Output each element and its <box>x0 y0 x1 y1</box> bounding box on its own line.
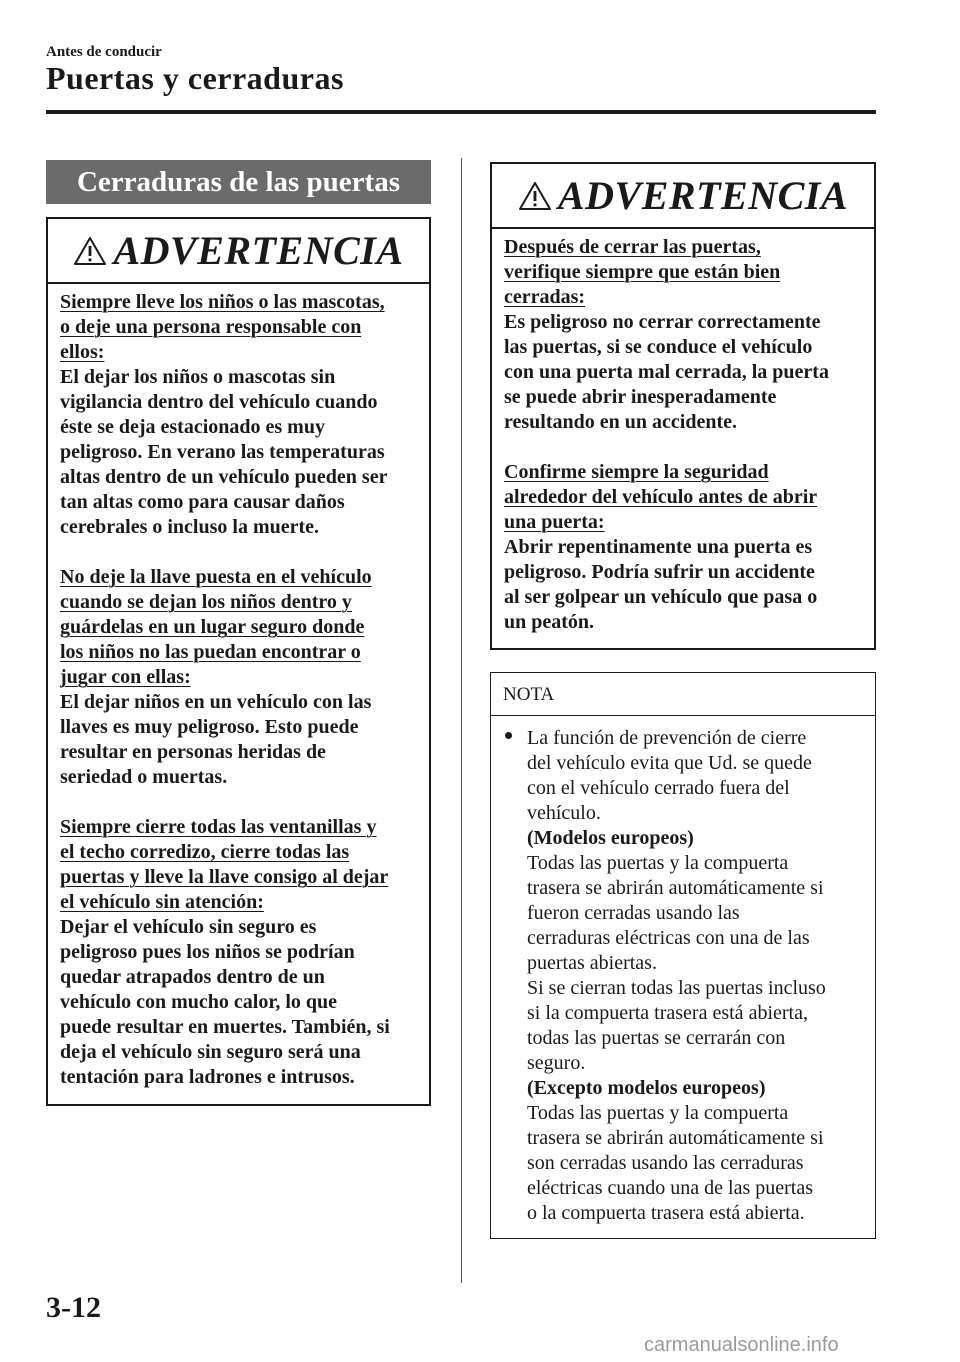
warning-header <box>48 219 429 284</box>
warning-underlined-line: cerradas: <box>504 286 586 308</box>
warning-text-line: El dejar niños en un vehículo con las <box>60 691 372 713</box>
note-text-line: La función de prevención de cierre <box>527 727 807 749</box>
note-text-line: trasera se abrirán automáticamente si <box>527 877 824 899</box>
warning-underlined-line: puertas y lleve la llave consigo al dejar <box>60 866 389 888</box>
warning-text-line: peligroso. Podría sufrir un accidente <box>504 561 815 583</box>
note-text-line: Todas las puertas y la compuerta <box>527 852 789 874</box>
warning-underlined-line: una puerta: <box>504 511 605 533</box>
warning-text-line: tentación para ladrones e intrusos. <box>60 1066 355 1088</box>
warning-text-line: peligroso pues los niños se podrían <box>60 941 355 963</box>
warning-underlined-line: alrededor del vehículo antes de abrir <box>504 486 818 508</box>
warning-text-line: con una puerta mal cerrada, la puerta <box>504 361 829 383</box>
note-text-line: seguro. <box>527 1052 586 1074</box>
warning-title: ADVERTENCIA <box>113 228 404 273</box>
warning-text-line: se puede abrir inesperadamente <box>504 386 777 408</box>
warning-underlined-line: o deje una persona responsable con <box>60 316 362 338</box>
section-heading: Cerraduras de las puertas <box>46 160 431 204</box>
warning-body <box>492 229 874 635</box>
note-text-line: si la compuerta trasera está abierta, <box>527 1002 808 1024</box>
note-box <box>490 672 876 1239</box>
warning-text-line: un peatón. <box>504 611 595 633</box>
note-text-line: puertas abiertas. <box>527 952 657 974</box>
warning-triangle-icon <box>73 236 107 266</box>
note-lines <box>527 726 867 1226</box>
warning-underlined-line: los niños no las puedan encontrar o <box>60 641 361 663</box>
warning-text-line: las puertas, si se conduce el vehículo <box>504 336 813 358</box>
note-text-line: Si se cierran todas las puertas incluso <box>527 977 826 999</box>
note-text-line: cerraduras eléctricas con una de las <box>527 927 810 949</box>
warning-text-line: quedar atrapados dentro de un <box>60 966 325 988</box>
note-title: NOTA <box>491 673 875 716</box>
warning-text-line: resultando en un accidente. <box>504 411 737 433</box>
warning-underlined-line: Siempre cierre todas las ventanillas y <box>60 816 377 838</box>
warning-box-left <box>46 217 431 1106</box>
watermark: carmanualsonline.info <box>644 1334 839 1356</box>
warning-body <box>48 284 429 1090</box>
warning-paragraph <box>60 290 419 540</box>
note-text-line: o la compuerta trasera está abierta. <box>527 1202 805 1224</box>
warning-text-line: resultar en personas heridas de <box>60 741 326 763</box>
note-text-line: fueron cerradas usando las <box>527 902 740 924</box>
warning-underlined-line: Siempre lleve los niños o las mascotas, <box>60 291 385 313</box>
warning-text-line: Abrir repentinamente una puerta es <box>504 536 813 558</box>
warning-text-line: tan altas como para causar daños <box>60 491 345 513</box>
warning-underlined-line: el techo corredizo, cierre todas las <box>60 841 350 863</box>
warning-text-line: éste se deja estacionado es muy <box>60 416 325 438</box>
warning-triangle-icon <box>518 181 552 211</box>
warning-text-line: altas dentro de un vehículo pueden ser <box>60 466 388 488</box>
warning-title: ADVERTENCIA <box>557 173 849 218</box>
bullet-icon <box>505 732 512 739</box>
warning-underlined-line: guárdelas en un lugar seguro donde <box>60 616 365 638</box>
note-body <box>491 716 875 1226</box>
warning-text-line: Es peligroso no cerrar correctamente <box>504 311 821 333</box>
warning-text-line: deja el vehículo sin seguro será una <box>60 1041 361 1063</box>
note-text-line: del vehículo evita que Ud. se quede <box>527 752 812 774</box>
note-text-line: eléctricas cuando una de las puertas <box>527 1177 813 1199</box>
warning-paragraph <box>504 460 864 635</box>
page-number: 3-12 <box>46 1291 101 1324</box>
warning-text-line: seriedad o muertas. <box>60 766 228 788</box>
warning-text-line: vigilancia dentro del vehículo cuando <box>60 391 378 413</box>
note-text-line: Todas las puertas y la compuerta <box>527 1102 789 1124</box>
note-subheading: (Excepto modelos europeos) <box>527 1077 766 1099</box>
note-subheading: (Modelos europeos) <box>527 827 694 849</box>
note-text-line: son cerradas usando las cerraduras <box>527 1152 804 1174</box>
chapter-title: Puertas y cerraduras <box>46 60 344 96</box>
warning-text-line: peligroso. En verano las temperaturas <box>60 441 385 463</box>
warning-underlined-line: cuando se dejan los niños dentro y <box>60 591 352 613</box>
warning-text-line: El dejar los niños o mascotas sin <box>60 366 336 388</box>
warning-paragraph <box>504 235 864 435</box>
warning-paragraph <box>60 565 419 790</box>
section-label: Antes de conducir <box>46 44 162 60</box>
warning-text-line: Dejar el vehículo sin seguro es <box>60 916 317 938</box>
warning-paragraph <box>60 815 419 1090</box>
warning-underlined-line: jugar con ellas: <box>60 666 191 688</box>
warning-underlined-line: Confirme siempre la seguridad <box>504 461 769 483</box>
warning-text-line: al ser golpear un vehículo que pasa o <box>504 586 818 608</box>
warning-header <box>492 164 874 229</box>
note-text-line: todas las puertas se cerrarán con <box>527 1027 786 1049</box>
warning-underlined-line: ellos: <box>60 341 105 363</box>
warning-text-line: cerebrales o incluso la muerte. <box>60 516 320 538</box>
column-divider <box>461 158 462 1283</box>
warning-box-right <box>490 162 876 650</box>
header-rule <box>46 110 876 114</box>
warning-text-line: vehículo con mucho calor, lo que <box>60 991 338 1013</box>
note-text-line: trasera se abrirán automáticamente si <box>527 1127 824 1149</box>
warning-text-line: puede resultar en muertes. También, si <box>60 1016 390 1038</box>
warning-underlined-line: verifique siempre que están bien <box>504 261 781 283</box>
warning-text-line: llaves es muy peligroso. Esto puede <box>60 716 359 738</box>
warning-underlined-line: el vehículo sin atención: <box>60 891 264 913</box>
note-text-line: vehículo. <box>527 802 601 824</box>
warning-underlined-line: Después de cerrar las puertas, <box>504 236 761 258</box>
warning-underlined-line: No deje la llave puesta en el vehículo <box>60 566 372 588</box>
note-text-line: con el vehículo cerrado fuera del <box>527 777 790 799</box>
